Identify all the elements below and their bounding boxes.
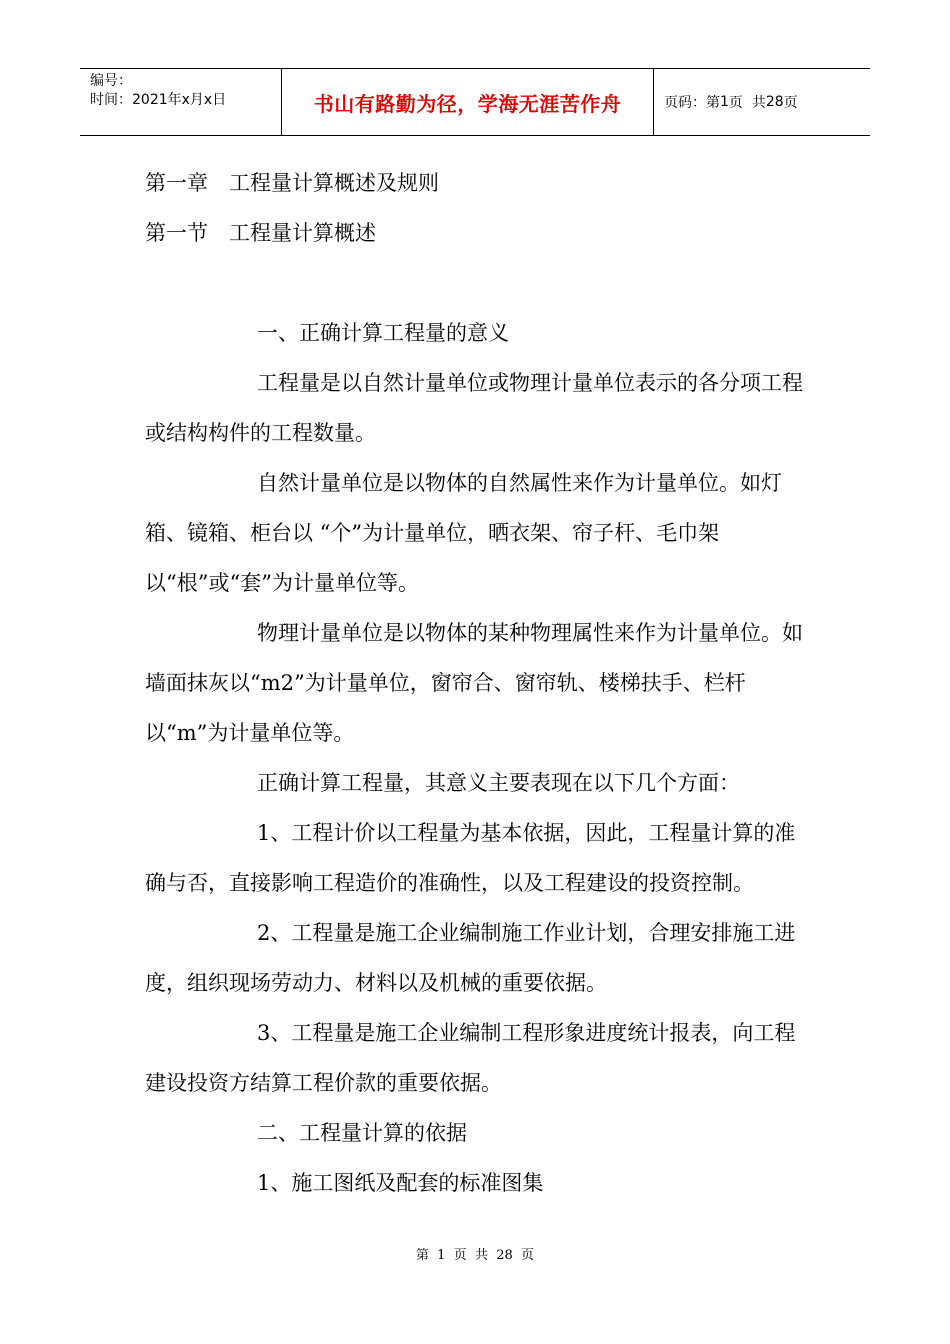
document-body [145,158,810,1208]
page-footer: 第 1 页 共 28 页 [415,1248,535,1263]
list-item: 3、工程量是施工企业编制工程形象进度统计报表，向工程建设投资方结算工程价款的重要依据。 [145,1021,796,1095]
list-item: 1、施工图纸及配套的标准图集 [257,1171,544,1195]
document-number-label: 编号： [90,73,132,89]
document-date: 时间：2021年x月x日 [90,92,227,108]
paragraph: 工程量是以自然计量单位或物理计量单位表示的各分项工程或结构构件的工程数量。 [145,371,803,445]
page-header [80,68,870,136]
list-item: 2、工程量是施工企业编制施工作业计划，合理安排施工进度，组织现场劳动力、材料以及机械的重要依据。 [145,921,796,995]
paragraph: 正确计算工程量，其意义主要表现在以下几个方面： [257,771,740,795]
header-motto: 书山有路勤为径，学海无涯苦作舟 [282,69,654,135]
blank-line [145,258,810,308]
page-info-current: 1 [720,94,729,110]
paragraph: 自然计量单位是以物体的自然属性来作为计量单位。如灯箱、镜箱、柜台以 “个”为计量单位，晒衣架、帘子杆、毛巾架以“根”或“套”为计量单位等。 [145,471,782,595]
subheading-basis: 二、工程量计算的依据 [257,1121,467,1145]
paragraph: 物理计量单位是以物体的某种物理属性来作为计量单位。如墙面抹灰以“m2”为计量单位，窗帘合、窗帘轨、楼梯扶手、栏杆以“m”为计量单位等。 [145,621,803,745]
page-info-suffix: 页 [783,95,798,111]
page-info-middle: 页 共 [728,95,766,111]
header-meta-cell [80,69,282,135]
section-title: 第一节 工程量计算概述 [145,221,376,245]
header-page-info [654,69,870,135]
page-info-total: 28 [765,94,784,110]
list-item: 1、工程计价以工程量为基本依据，因此，工程量计算的准确与否，直接影响工程造价的准确性，以及工程建设的投资控制。 [145,821,796,895]
page-info-prefix: 页码：第 [664,95,720,111]
subheading-significance: 一、正确计算工程量的意义 [257,321,509,345]
chapter-title: 第一章 工程量计算概述及规则 [145,171,439,195]
